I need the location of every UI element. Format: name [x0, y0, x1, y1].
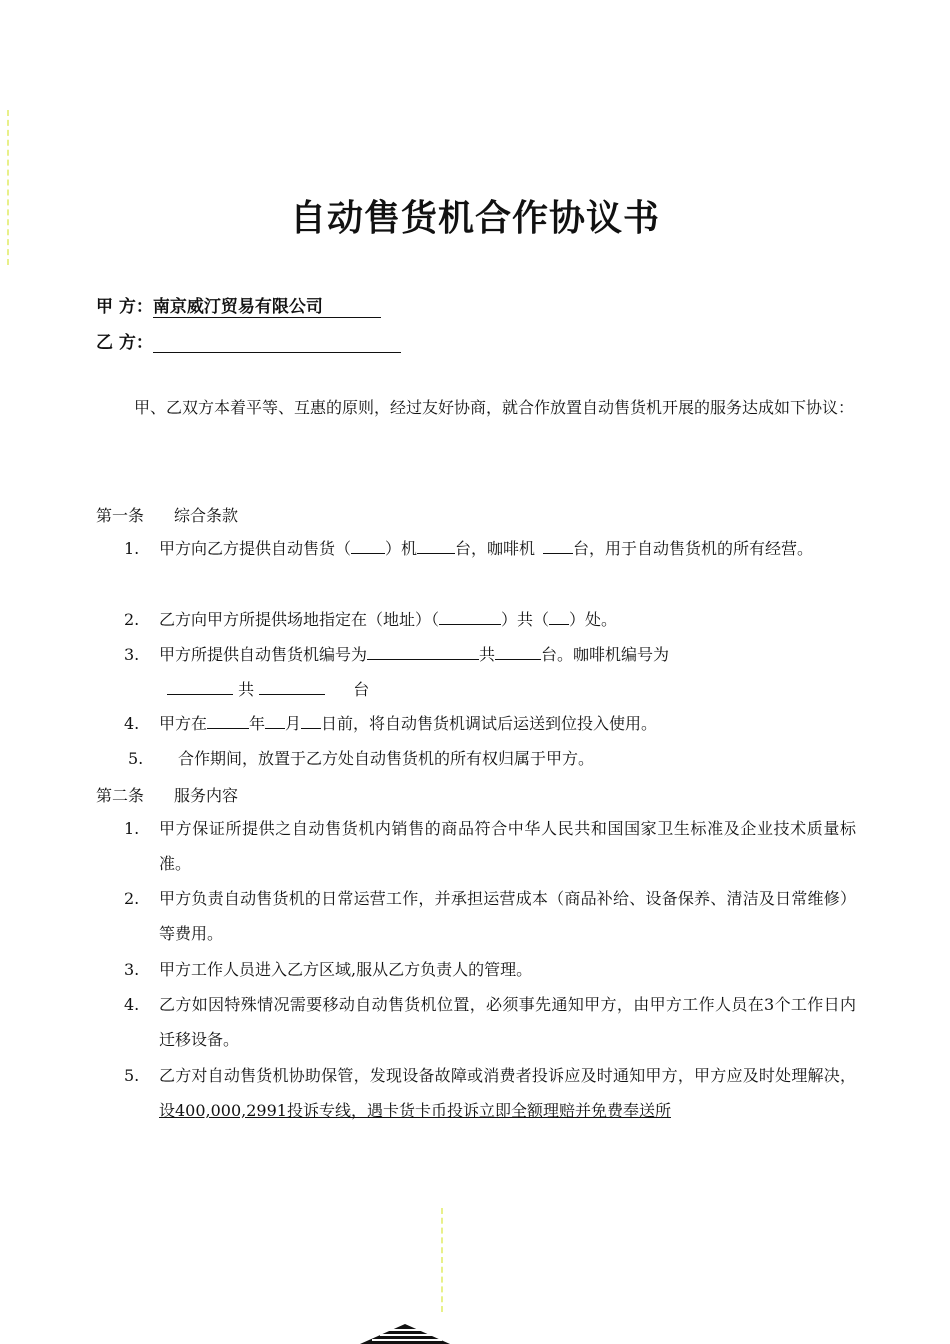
- footer-logo-icon: [360, 1316, 450, 1344]
- party-a-label: 甲 方：: [96, 297, 153, 317]
- party-a-name: 南京威汀贸易有限公司: [152, 297, 323, 317]
- article-2-item: 2. 甲方负责自动售货机的日常运营工作，并承担运营成本（商品补给、设备保养、清洁及日常维修）等费用。: [124, 889, 856, 943]
- article-1-item: 3. 甲方所提供自动售货机编号为 共 台。咖啡机编号为 共 台: [124, 645, 670, 699]
- hotline-underlined-text: 设400,000,2991投诉专线，遇卡货卡币投诉立即全额理赔并免费奉送所: [159, 1101, 671, 1120]
- article-2-item: 4. 乙方如因特殊情况需要移动自动售货机位置，必须事先通知甲方，由甲方工作人员在3个工作日内迁移设备。: [124, 995, 856, 1049]
- article-2-number: 第二条: [96, 786, 145, 805]
- article-1-item: 4. 甲方在 年 月 日前，将自动售货机调试后运送到位投入使用。: [124, 714, 658, 733]
- article-1-heading: [96, 503, 238, 526]
- party-b-label: 乙 方：: [96, 333, 153, 353]
- article-1-item: 5. 合作期间，放置于乙方处自动售货机的所有权归属于甲方。: [128, 749, 595, 768]
- article-1-item: 2. 乙方向甲方所提供场地指定在（地址）（ ）共（ ）处。: [124, 610, 618, 629]
- margin-guide-line: [7, 110, 9, 265]
- article-2-item: 5. 乙方对自动售货机协助保管，发现设备故障或消费者投诉应及时通知甲方，甲方应及时处理解决，设400,000,2991投诉专线，遇卡货卡币投诉立即全额理赔并免费奉送所: [124, 1066, 856, 1120]
- article-2-item: 1. 甲方保证所提供之自动售货机内销售的商品符合中华人民共和国国家卫生标准及企业技术质量标准。: [124, 819, 856, 873]
- article-2-title: 服务内容: [174, 786, 239, 805]
- party-a-blank: [323, 317, 381, 318]
- party-a-line: [96, 292, 381, 318]
- party-b-blank: [153, 334, 401, 353]
- article-1-item: 1. 甲方向乙方提供自动售货（ ）机 台，咖啡机 台，用于自动售货机的所有经营。: [124, 539, 814, 558]
- article-2-item: 3. 甲方工作人员进入乙方区域,服从乙方负责人的管理。: [124, 960, 533, 979]
- article-2-heading: [96, 783, 238, 806]
- intro-paragraph: 甲、乙双方本着平等、互惠的原则，经过友好协商，就合作放置自动售货机开展的服务达成如下协议：: [134, 398, 855, 417]
- article-1-title: 综合条款: [174, 506, 239, 525]
- margin-guide-line: [441, 1208, 443, 1312]
- party-b-line: [96, 328, 401, 353]
- document-title: 自动售货机合作协议书: [289, 198, 660, 239]
- article-1-number: 第一条: [96, 506, 145, 525]
